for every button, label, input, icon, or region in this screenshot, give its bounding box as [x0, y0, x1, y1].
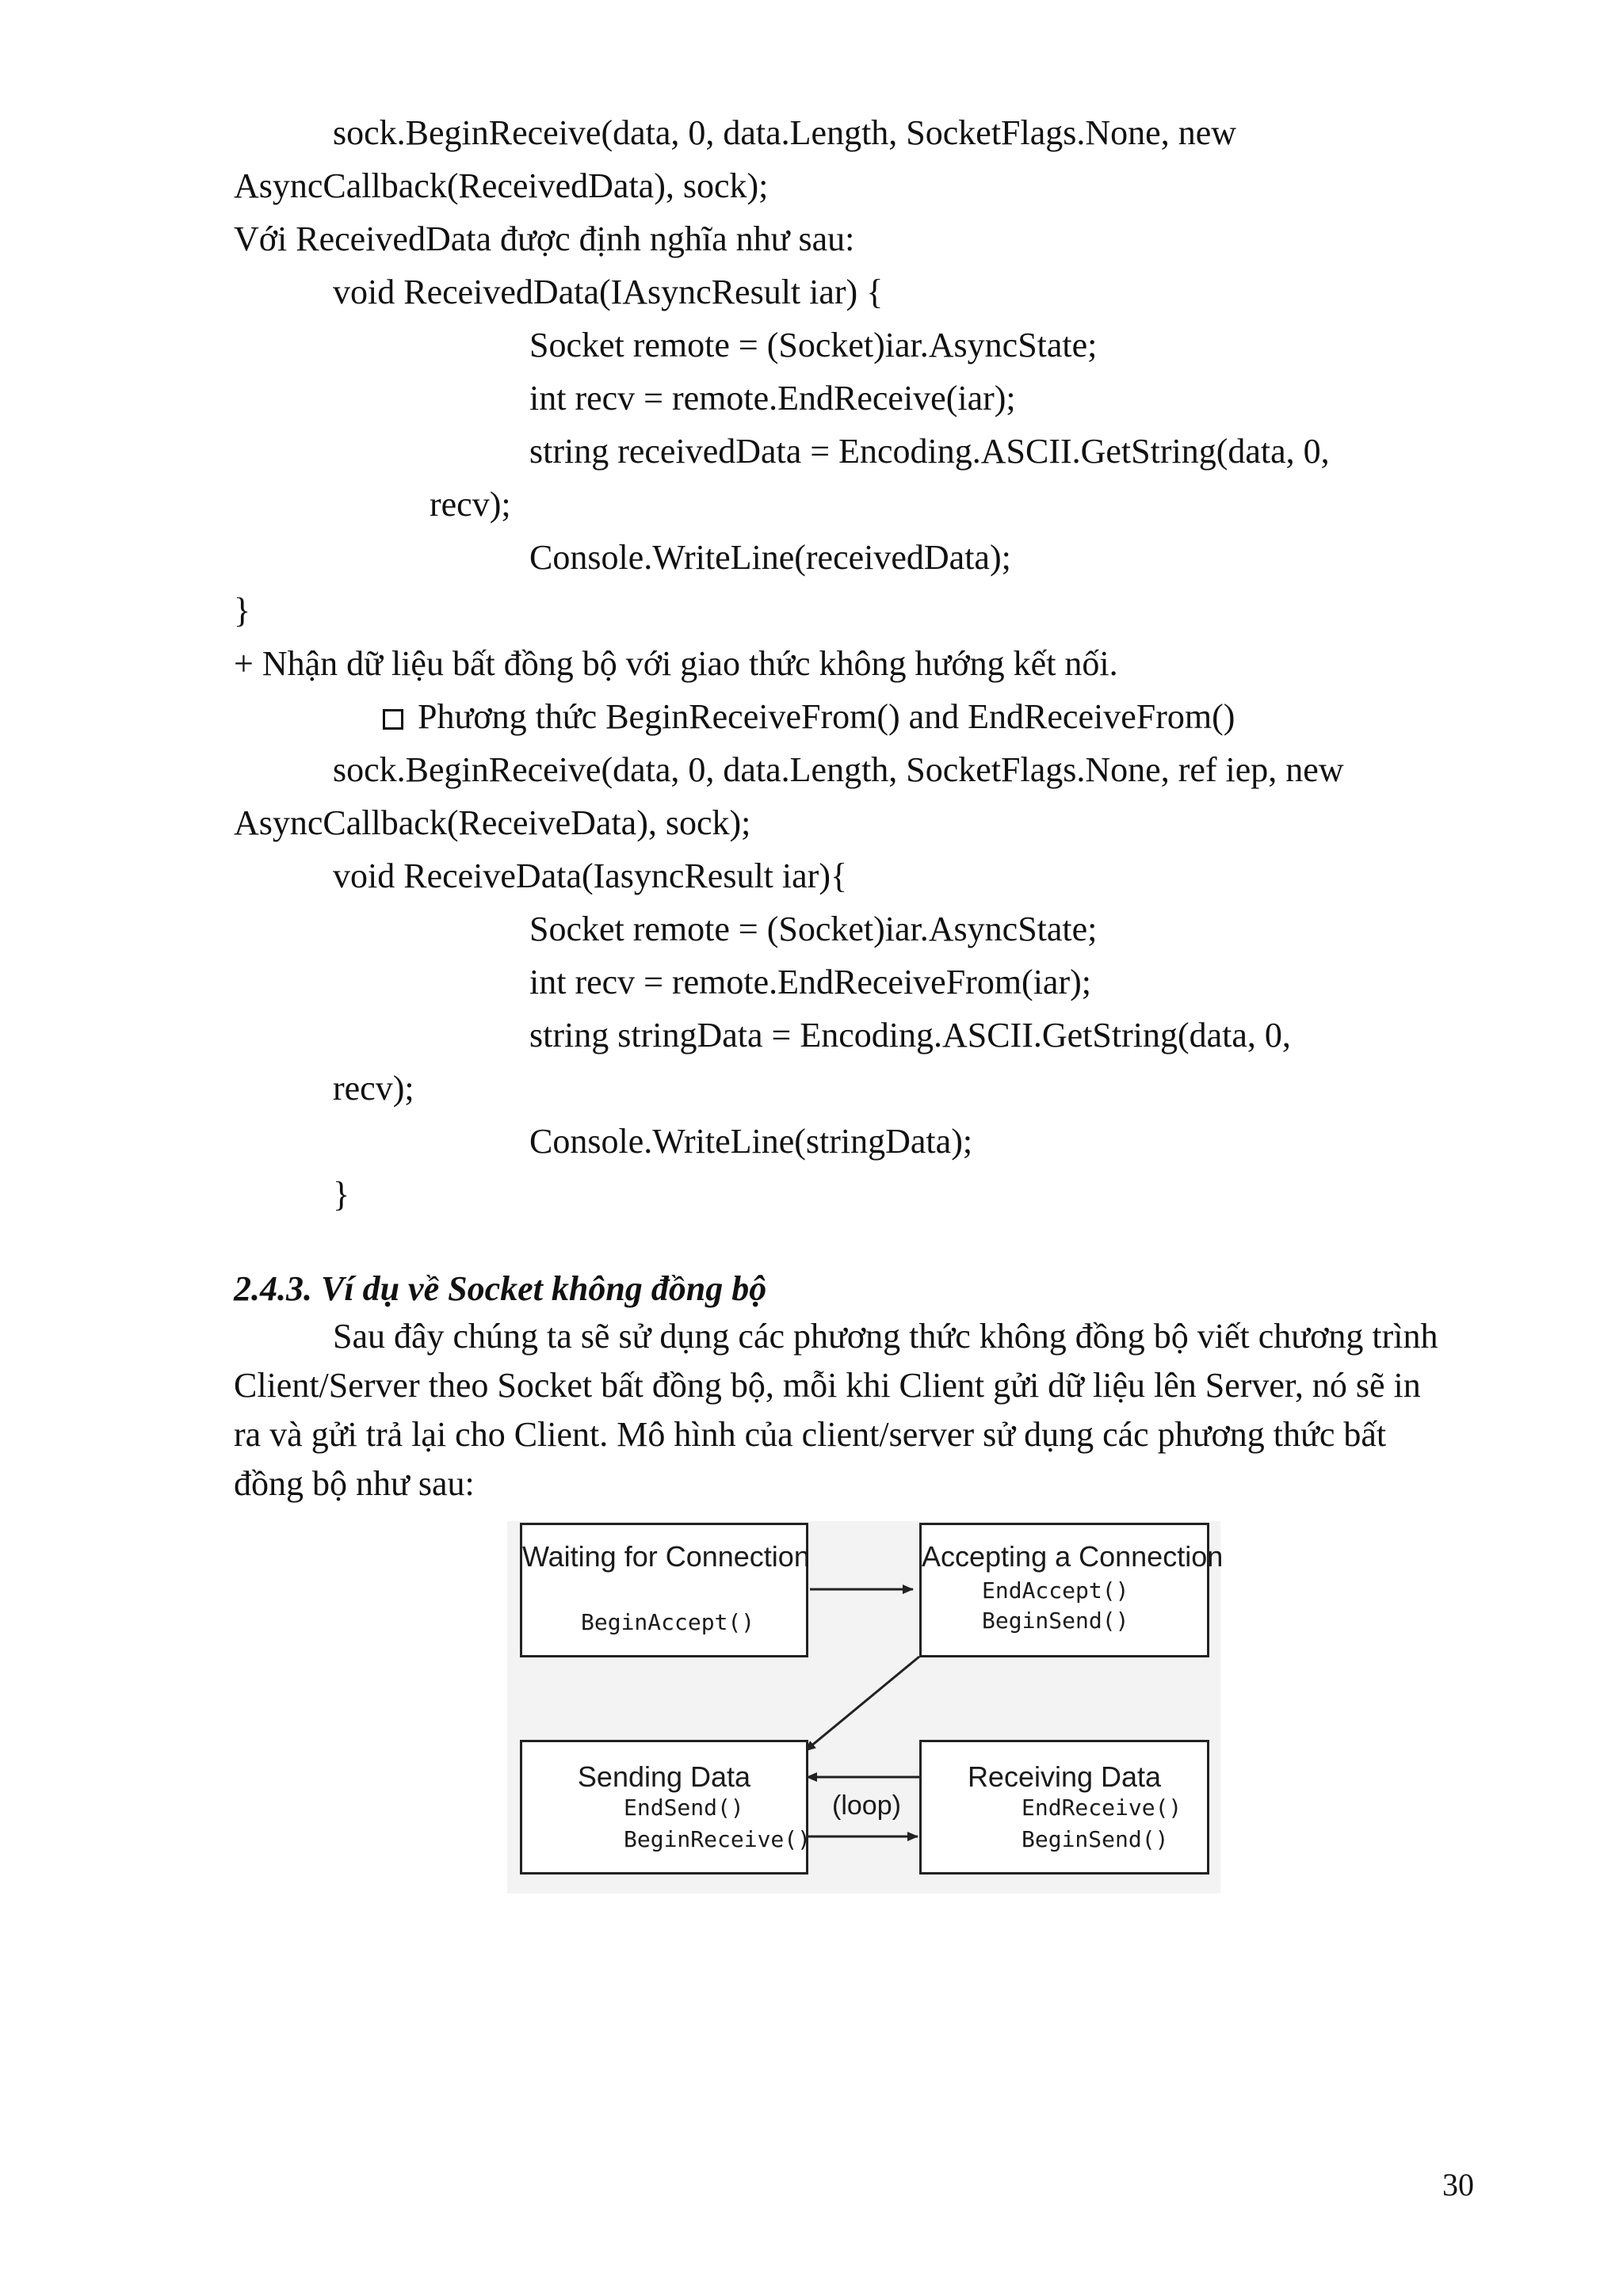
- code-line: string receivedData = Encoding.ASCII.GetString(data, 0,: [529, 432, 1330, 471]
- paragraph-line: Sau đây chúng ta sẽ sử dụng các phương thức không đồng bộ viết chương trình: [333, 1317, 1438, 1356]
- code-line: void ReceiveData(IasyncResult iar){: [333, 856, 848, 895]
- box-title: Waiting for Connection: [522, 1540, 810, 1573]
- box-code: EndAccept(): [982, 1577, 1129, 1604]
- code-line: recv);: [333, 1069, 414, 1108]
- code-line: void ReceivedData(IAsyncResult iar) {: [333, 273, 884, 311]
- paragraph-line: đồng bộ như sau:: [234, 1464, 475, 1503]
- page-number: 30: [1442, 2167, 1474, 2203]
- code-line: }: [333, 1175, 350, 1214]
- receiving-data-box: [919, 1740, 1209, 1875]
- async-socket-diagram: [507, 1521, 1224, 1894]
- checkbox-bullet-icon: [383, 709, 403, 730]
- box-code: EndReceive(): [1022, 1794, 1182, 1821]
- code-line: string stringData = Encoding.ASCII.GetString(data, 0,: [529, 1016, 1291, 1055]
- code-line: recv);: [430, 485, 511, 524]
- bullet-text: Phương thức BeginReceiveFrom() and EndReceiveFrom(): [418, 697, 1235, 736]
- arrow-accepting-to-sending: [805, 1657, 919, 1751]
- code-line: AsyncCallback(ReceiveData), sock);: [234, 803, 751, 842]
- box-code: BeginSend(): [1022, 1826, 1169, 1852]
- code-line: sock.BeginReceive(data, 0, data.Length, SocketFlags.None, new: [333, 113, 1237, 152]
- paragraph-line: Client/Server theo Socket bất đồng bộ, mỗi khi Client gửi dữ liệu lên Server, nó sẽ in: [234, 1366, 1421, 1405]
- box-code: BeginSend(): [982, 1608, 1129, 1634]
- paragraph-line: ra và gửi trả lại cho Client. Mô hình của client/server sử dụng các phương thức bất: [234, 1415, 1387, 1454]
- paragraph-line: + Nhận dữ liệu bất đồng bộ với giao thức không hướng kết nối.: [234, 644, 1118, 683]
- waiting-for-connection-box: [520, 1523, 808, 1657]
- bullet-item: [383, 696, 1235, 738]
- code-line: int recv = remote.EndReceiveFrom(iar);: [529, 963, 1091, 1001]
- code-line: sock.BeginReceive(data, 0, data.Length, SocketFlags.None, ref iep, new: [333, 750, 1344, 789]
- box-code: BeginAccept(): [581, 1609, 755, 1635]
- code-line: Socket remote = (Socket)iar.AsyncState;: [529, 326, 1098, 364]
- section-heading: 2.4.3. Ví dụ về Socket không đồng bộ: [234, 1269, 767, 1308]
- code-line: int recv = remote.EndReceive(iar);: [529, 379, 1016, 418]
- box-code: EndSend(): [624, 1794, 744, 1821]
- accepting-connection-box: [919, 1523, 1224, 1657]
- paragraph-line: Với ReceivedData được định nghĩa như sau:: [234, 219, 855, 258]
- box-title: Accepting a Connection: [922, 1540, 1224, 1573]
- code-line: }: [234, 591, 251, 630]
- box-title: Receiving Data: [967, 1760, 1162, 1793]
- box-code: BeginReceive(): [624, 1826, 812, 1852]
- box-title: Sending Data: [577, 1760, 751, 1793]
- loop-label: (loop): [832, 1791, 901, 1821]
- code-line: AsyncCallback(ReceivedData), sock);: [234, 166, 769, 205]
- sending-data-box: [520, 1740, 812, 1875]
- code-line: Console.WriteLine(stringData);: [529, 1122, 973, 1161]
- code-line: Console.WriteLine(receivedData);: [529, 538, 1011, 577]
- code-line: Socket remote = (Socket)iar.AsyncState;: [529, 910, 1098, 948]
